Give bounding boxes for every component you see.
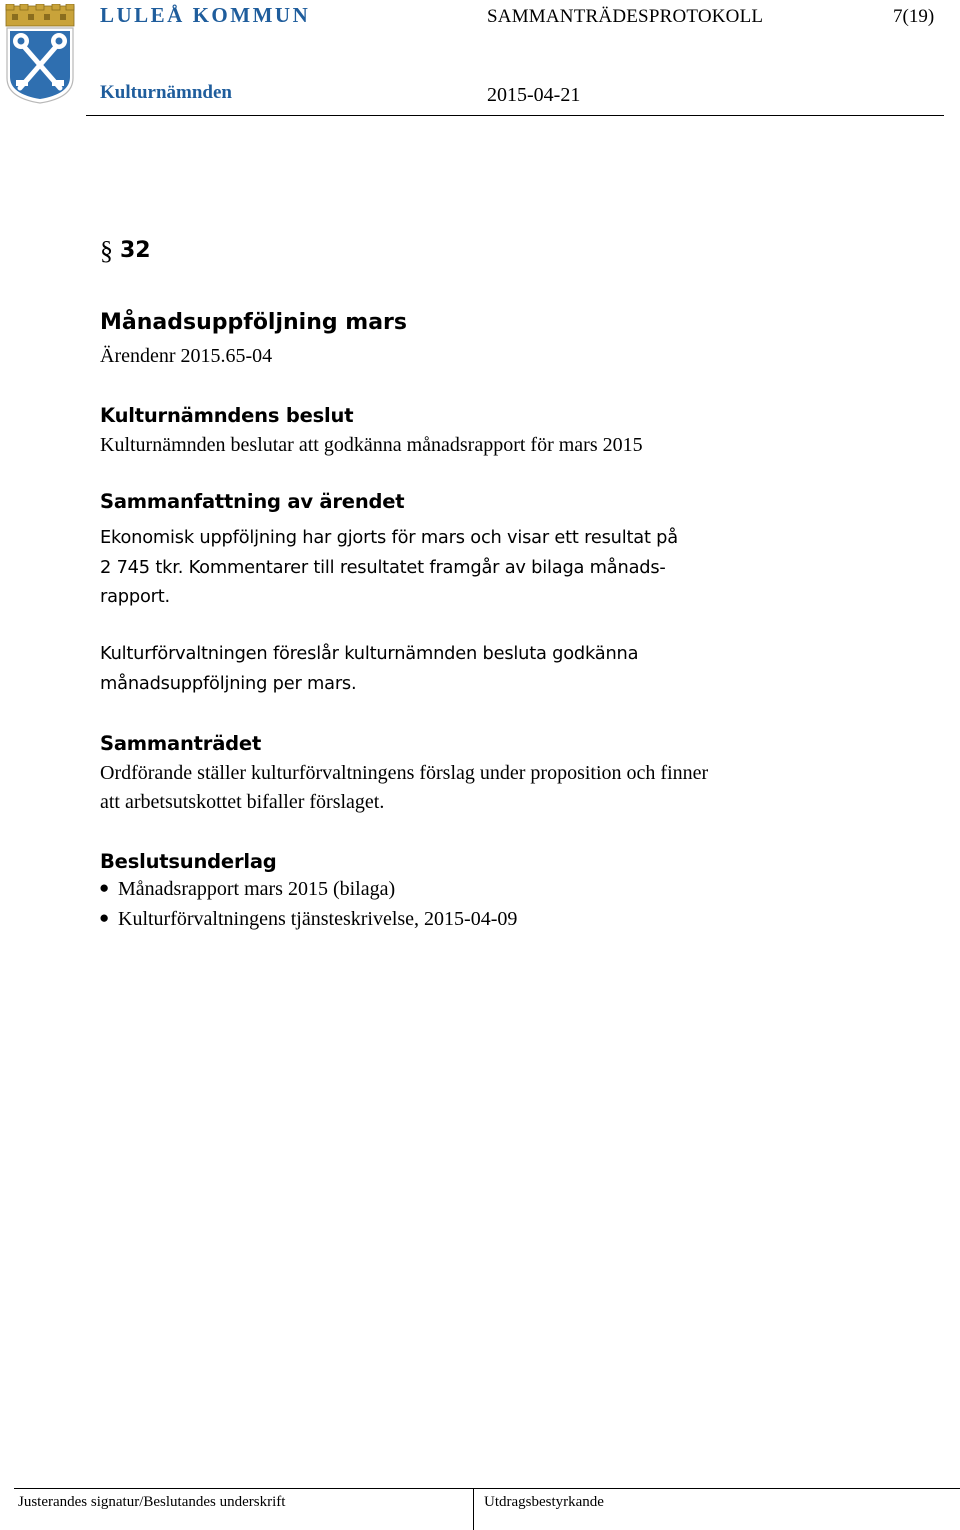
lulea-coat-of-arms-logo <box>4 4 76 104</box>
case-number: Ärendenr 2015.65-04 <box>100 345 273 367</box>
bullet-icon: ● <box>99 878 110 897</box>
footer-signature-label: Justerandes signatur/Beslutandes underskrift <box>18 1494 286 1510</box>
summary-heading: Sammanfattning av ärendet <box>100 490 405 513</box>
committee-name: Kulturnämnden <box>100 82 232 103</box>
meeting-line-1: Ordförande ställer kulturförvaltningens förslag under proposition och finner <box>100 762 709 784</box>
footer-certification-label: Utdragsbestyrkande <box>484 1494 604 1510</box>
footer-divider <box>14 1488 960 1489</box>
summary-line-4: Kulturförvaltningen föreslår kulturnämnden besluta godkänna <box>100 643 639 664</box>
summary-line-1: Ekonomisk uppföljning har gjorts för mars och visar ett resultat på <box>100 527 678 548</box>
summary-line-5: månadsuppföljning per mars. <box>100 673 357 694</box>
paragraph-sign: § <box>100 236 113 265</box>
org-name: LULEÅ KOMMUN <box>100 3 311 27</box>
summary-line-3: rapport. <box>100 586 170 607</box>
summary-line-2: 2 745 tkr. Kommentarer till resultatet framgår av bilaga månads- <box>100 557 666 578</box>
footer-column-divider <box>473 1488 474 1530</box>
bullet-icon: ● <box>99 908 110 927</box>
section-number: 32 <box>120 238 151 263</box>
page-number: 7(19) <box>893 6 935 27</box>
header-divider <box>86 115 944 116</box>
section-title: Månadsuppföljning mars <box>100 310 408 335</box>
basis-heading: Beslutsunderlag <box>100 850 277 873</box>
meeting-line-2: att arbetsutskottet bifaller förslaget. <box>100 791 385 813</box>
basis-item-2: Kulturförvaltningens tjänsteskrivelse, 2015-04-09 <box>118 908 518 930</box>
decision-text: Kulturnämnden beslutar att godkänna månadsrapport för mars 2015 <box>100 434 643 456</box>
decision-heading: Kulturnämndens beslut <box>100 404 354 427</box>
meeting-date: 2015-04-21 <box>487 84 581 106</box>
meeting-heading: Sammanträdet <box>100 732 262 755</box>
basis-item-1: Månadsrapport mars 2015 (bilaga) <box>118 878 396 900</box>
document-type: SAMMANTRÄDESPROTOKOLL <box>487 6 764 27</box>
